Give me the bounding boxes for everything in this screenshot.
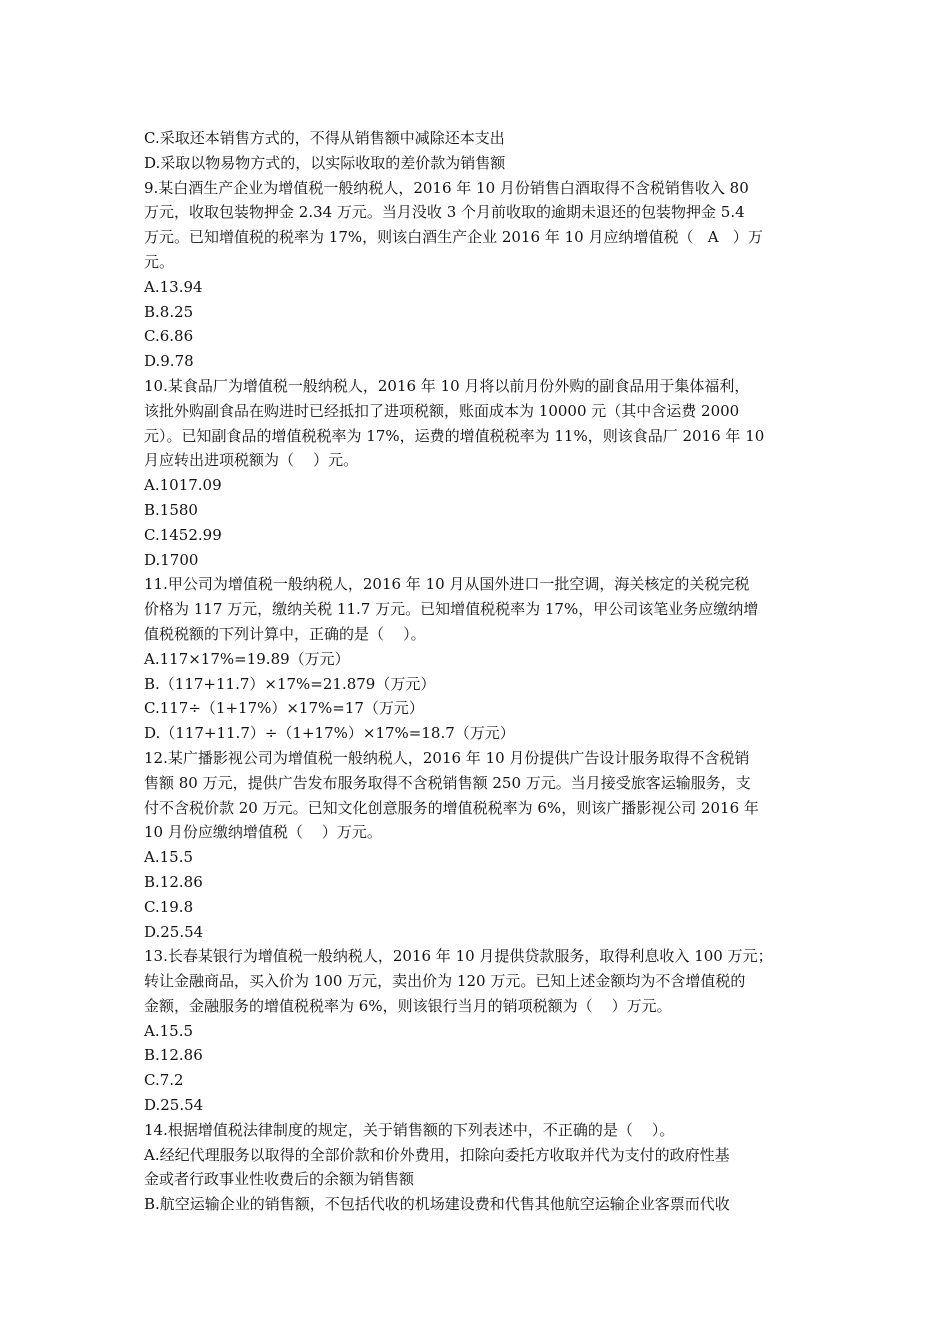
document-line: A.1017.09	[144, 476, 222, 495]
document-line: 价格为 117 万元，缴纳关税 11.7 万元。已知增值税税率为 17%，甲公司该笔业务应缴纳增	[144, 600, 759, 619]
document-line: D.（117+11.7）÷（1+17%）×17%=18.7（万元）	[144, 724, 515, 743]
document-line: 金额，金融服务的增值税税率为 6%，则该银行当月的销项税额为（ ）万元。	[144, 996, 672, 1015]
document-line: 付不含税价款 20 万元。已知文化创意服务的增值税税率为 6%，则该广播影视公司 2016 年	[144, 798, 759, 817]
document-line: D.9.78	[144, 352, 194, 371]
document-line: A.15.5	[144, 1021, 193, 1040]
document-line: A.经纪代理服务以取得的全部价款和价外费用，扣除向委托方收取并代为支付的政府性基	[144, 1145, 730, 1164]
document-line: B.8.25	[144, 302, 194, 321]
document-body	[144, 126, 812, 1217]
document-line: C.117÷（1+17%）×17%=17（万元）	[144, 699, 424, 718]
document-line: 月应转出进项税额为（ ）元。	[144, 451, 359, 470]
document-line: 9.某白酒生产企业为增值税一般纳税人，2016 年 10 月份销售白酒取得不含税销售收入 80	[144, 178, 749, 197]
document-line: 14.根据增值税法律制度的规定，关于销售额的下列表述中，不正确的是（ ）。	[144, 1120, 675, 1139]
document-line: A.13.94	[144, 277, 203, 296]
document-line: 11.甲公司为增值税一般纳税人，2016 年 10 月从国外进口一批空调，海关核定的关税完税	[144, 575, 750, 594]
document-line: 售额 80 万元，提供广告发布服务取得不含税销售额 250 万元。当月接受旅客运输服务，支	[144, 773, 751, 792]
document-line: 转让金融商品，买入价为 100 万元，卖出价为 120 万元。已知上述金额均为不含增值税的	[144, 972, 746, 991]
document-line: D.25.54	[144, 1096, 204, 1115]
document-line: C.19.8	[144, 897, 194, 916]
document-line: 万元，收取包装物押金 2.34 万元。当月没收 3 个月前收取的逾期未退还的包装物押金 5.4	[144, 203, 745, 222]
document-line: C.6.86	[144, 327, 194, 346]
document-line: C.1452.99	[144, 525, 222, 544]
document-line: 金或者行政事业性收费后的余额为销售额	[144, 1170, 415, 1189]
document-line: B.12.86	[144, 872, 203, 891]
document-line: D.1700	[144, 550, 199, 569]
document-line: C.7.2	[144, 1071, 184, 1090]
document-line: 万元。已知增值税的税率为 17%，则该白酒生产企业 2016 年 10 月应纳增值税（ A ）万	[144, 228, 763, 247]
document-line: B.12.86	[144, 1046, 203, 1065]
document-line: C.采取还本销售方式的，不得从销售额中减除还本支出	[144, 129, 505, 147]
document-line: 13.长春某银行为增值税一般纳税人，2016 年 10 月提供贷款服务，取得利息收入 100 万元；	[144, 947, 773, 966]
document-line: 该批外购副食品在购进时已经抵扣了进项税额，账面成本为 10000 元（其中含运费 2000	[144, 401, 740, 420]
document-line: B.1580	[144, 500, 198, 519]
document-line: D.25.54	[144, 922, 204, 941]
document-line: A.117×17%=19.89（万元）	[144, 649, 350, 668]
document-line: B.（117+11.7）×17%=21.879（万元）	[144, 674, 436, 693]
document-line: 元。	[144, 252, 175, 271]
document-line: B.航空运输企业的销售额，不包括代收的机场建设费和代售其他航空运输企业客票而代收	[144, 1195, 730, 1214]
document-line: 值税税额的下列计算中，正确的是（ ）。	[144, 624, 426, 643]
document-line: D.采取以物易物方式的，以实际收取的差价款为销售额	[144, 153, 506, 172]
document-line: A.15.5	[144, 848, 193, 867]
document-line: 10 月份应缴纳增值税（ ）万元。	[144, 823, 382, 842]
document-line: 10.某食品厂为增值税一般纳税人，2016 年 10 月将以前月份外购的副食品用于集体福利，	[144, 376, 750, 395]
document-line: 12.某广播影视公司为增值税一般纳税人，2016 年 10 月份提供广告设计服务取得不含税销	[144, 748, 750, 767]
document-line: 元）。已知副食品的增值税税率为 17%，运费的增值税税率为 11%，则该食品厂 2016 年 10	[144, 426, 765, 445]
